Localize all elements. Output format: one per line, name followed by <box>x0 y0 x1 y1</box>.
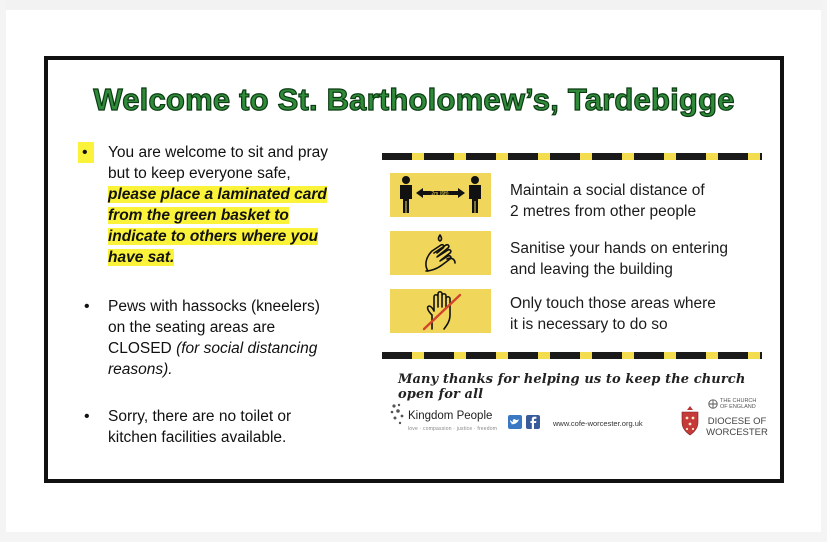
diocese-name <box>702 416 772 438</box>
bullet-line: CLOSED <box>108 340 177 357</box>
social-distance-icon <box>390 173 491 217</box>
social-icons <box>508 414 548 435</box>
poster-title: Welcome to St. Bartholomew’s, Tardebigge <box>93 82 735 117</box>
bullet-line-italic: (for social distancing <box>176 340 318 357</box>
bullet-dot: • <box>84 298 90 315</box>
kingdom-people-logo <box>388 400 508 440</box>
bullet-line: Pews with hassocks (kneelers) <box>108 298 320 315</box>
diocese-line: DIOCESE OF <box>707 416 767 427</box>
thanks-message: Many thanks for helping us to keep the church open for all <box>398 372 746 402</box>
rule-line: Sanitise your hands on entering <box>510 240 729 257</box>
hazard-stripe-bottom <box>382 352 762 359</box>
highlighted-instruction: from the green basket to <box>108 207 289 224</box>
coe-line: OF ENGLAND <box>720 404 756 410</box>
bullet-line: but to keep everyone safe, <box>108 165 291 182</box>
highlighted-instruction: indicate to others where you <box>108 228 319 245</box>
page-edge-bottom <box>0 532 827 542</box>
diocese-line: WORCESTER <box>706 427 768 438</box>
hand-sanitise-icon <box>390 231 491 275</box>
coe-line: THE CHURCH <box>720 398 757 404</box>
rule-touch-text <box>510 293 770 335</box>
highlighted-instruction: have sat. <box>108 249 175 266</box>
highlighted-instruction: please place a laminated card <box>108 186 327 203</box>
diocese-shield-icon <box>680 406 700 436</box>
diocese-url: www.cofe-worcester.org.uk <box>553 419 643 428</box>
bullet-dot: • <box>84 408 90 425</box>
bullet-line: on the seating areas are <box>108 319 276 336</box>
bullet-line: Sorry, there are no toilet or <box>108 408 292 425</box>
welcome-poster <box>44 56 784 483</box>
page-edge-right <box>821 0 827 542</box>
rule-line: it is necessary to do so <box>510 316 668 333</box>
bullet-line: kitchen facilities available. <box>108 429 287 446</box>
hazard-stripe-top <box>382 153 762 160</box>
distance-badge: 2m (6ft) <box>431 191 449 197</box>
bullet-line: You are welcome to sit and pray <box>108 144 328 161</box>
kingdom-people-name: Kingdom People <box>408 410 493 422</box>
rule-line: Maintain a social distance of <box>510 182 705 199</box>
rule-distance-text <box>510 180 770 222</box>
bullet-line-italic: reasons). <box>108 361 173 378</box>
coe-cross-icon <box>708 399 718 409</box>
rule-line: 2 metres from other people <box>510 203 697 220</box>
rule-sanitise-text <box>510 238 770 280</box>
coe-wordmark <box>720 398 756 410</box>
page-edge-left <box>0 0 6 542</box>
dove-icon <box>388 402 408 430</box>
diocese-logo <box>680 398 775 442</box>
no-touch-icon <box>390 289 491 333</box>
rule-line: and leaving the building <box>510 261 673 278</box>
page-edge-top <box>0 0 827 10</box>
rule-line: Only touch those areas where <box>510 295 716 312</box>
kingdom-people-tagline: love · compassion · justice · freedom <box>408 426 498 432</box>
bullet-dot: • <box>78 142 94 163</box>
